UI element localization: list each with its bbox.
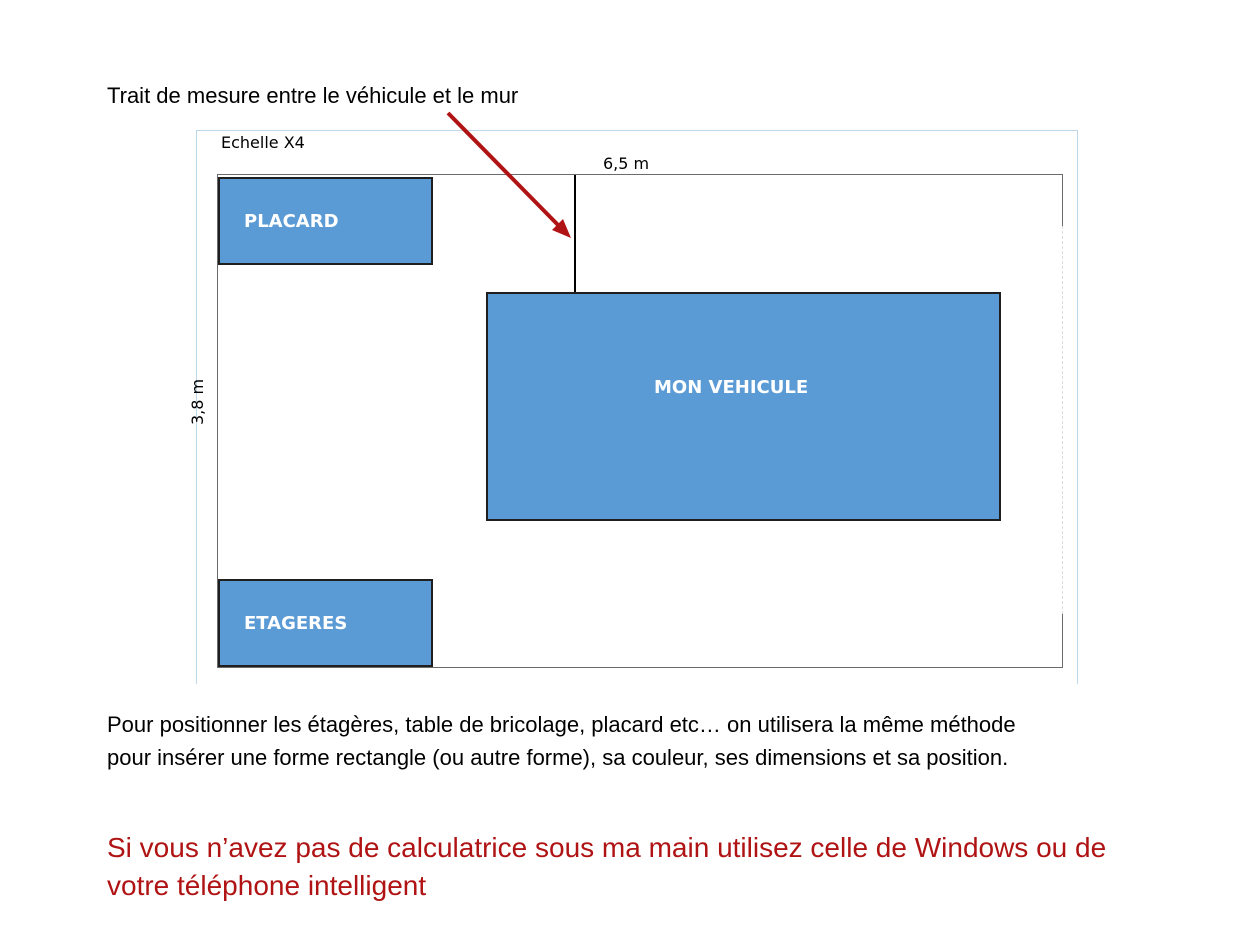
instruction-line-2: pour insérer une forme rectangle (ou autre forme), sa couleur, ses dimensions et sa position. xyxy=(107,745,1009,770)
placard-label: PLACARD xyxy=(244,211,339,232)
scale-label: Echelle X4 xyxy=(221,133,305,152)
vehicle-label: MON VEHICULE xyxy=(654,377,809,398)
etageres-label: ETAGERES xyxy=(244,613,348,634)
calculator-note-line-2: votre téléphone intelligent xyxy=(107,870,427,901)
calculator-note xyxy=(107,829,1207,905)
garage-door-opening xyxy=(1060,226,1066,614)
instruction-line-1: Pour positionner les étagères, table de bricolage, placard etc… on utilisera la même méthode xyxy=(107,712,1016,737)
placard-shape xyxy=(218,177,433,265)
calculator-note-line-1: Si vous n’avez pas de calculatrice sous ma main utilisez celle de Windows ou de xyxy=(107,832,1107,863)
room-width-label: 6,5 m xyxy=(603,154,650,173)
garage-door-dashed-line xyxy=(1062,226,1063,614)
vehicle-shape xyxy=(486,292,1001,521)
measure-line-caption: Trait de mesure entre le véhicule et le mur xyxy=(107,83,519,108)
etageres-shape xyxy=(218,579,433,667)
vehicle-wall-measure-line xyxy=(574,175,576,292)
room-height-label: 3,8 m xyxy=(188,378,207,425)
instruction-paragraph xyxy=(107,708,1167,774)
